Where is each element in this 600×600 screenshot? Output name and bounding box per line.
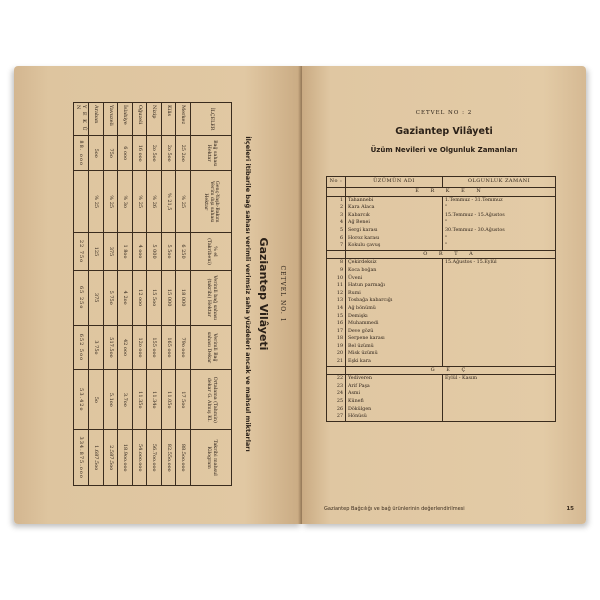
ripening-time — [443, 275, 556, 283]
grape-row — [327, 267, 556, 275]
table-cell: 6 250 — [176, 233, 191, 270]
ripening-time: " — [443, 235, 556, 243]
ripening-time: 15.Ağustos - 15.Eylül — [443, 259, 556, 267]
grape-name: Bel üzümü — [346, 343, 443, 351]
table-cell: 75o — [104, 136, 119, 171]
table-cell: 88. ooo — [74, 136, 89, 171]
table-cell: % 3o — [118, 171, 133, 233]
header-no: No : — [327, 177, 346, 188]
district-cell: Merkez — [176, 103, 191, 136]
ripening-time — [443, 398, 556, 406]
grape-row — [327, 350, 556, 358]
table-cell: 18 000 — [176, 270, 191, 325]
ripening-time — [443, 350, 556, 358]
table-cell: 6 ooo — [118, 136, 133, 171]
grape-name: Misk üzümü — [346, 350, 443, 358]
ripening-time — [443, 282, 556, 290]
grape-row — [327, 390, 556, 398]
grape-row — [327, 305, 556, 313]
header-cell: Verimli bağ sahası (takribi) Hektar — [191, 270, 232, 325]
table-cell: 15 000 — [162, 270, 177, 325]
grape-name: Hatun parmağı — [346, 282, 443, 290]
grape-name: Deve gözü — [346, 328, 443, 336]
row-number: 23 — [327, 383, 346, 391]
grape-name: Sergi karası — [346, 227, 443, 235]
table-cell: 3 75o — [89, 325, 104, 370]
district-cell: İslahiye — [118, 103, 133, 136]
grape-row — [327, 375, 556, 383]
header-grape-name: ÜZÜMÜN ADI — [346, 177, 443, 188]
grape-name: Tahannebi — [346, 196, 443, 204]
table-cell: 12 ooo — [133, 270, 148, 325]
grape-row — [327, 259, 556, 267]
grape-name: Asmi — [346, 390, 443, 398]
row-number: 24 — [327, 390, 346, 398]
table-row — [147, 103, 162, 486]
row-number: 17 — [327, 328, 346, 336]
district-cell: Oğuzeli — [133, 103, 148, 136]
ripening-time — [443, 320, 556, 328]
grape-name: Rumi — [346, 290, 443, 298]
table-row — [133, 103, 148, 486]
table-cell: 2.587.5oo — [104, 430, 119, 486]
table-cell: 79o ooo — [176, 325, 191, 370]
ripening-time — [443, 313, 556, 321]
row-number: 10 — [327, 275, 346, 283]
row-number: 27 — [327, 413, 346, 421]
table-cell: 54.ooo.ooo — [133, 430, 148, 486]
grape-name: Serpene karası — [346, 335, 443, 343]
table-number: CETVEL NO : 2 — [415, 110, 473, 116]
ripening-time — [443, 328, 556, 336]
table-cell: % 25 — [176, 171, 191, 233]
grape-row — [327, 227, 556, 235]
grape-row — [327, 212, 556, 220]
ripening-time — [443, 267, 556, 275]
ripening-time — [443, 297, 556, 305]
table-cell: 5.1oo — [104, 370, 119, 430]
grape-row — [327, 242, 556, 250]
grape-name: Ağ Benei — [346, 219, 443, 227]
table-row — [104, 103, 119, 486]
grape-name: Eşki kara — [346, 358, 443, 366]
grape-name: Yediveren — [346, 375, 443, 383]
page-footer: Gaziantep Bağcılığı ve bağ ürünlerinin değerlendirilmesi — [324, 506, 465, 512]
vineyard-area-table — [74, 102, 233, 486]
table-cell: % 25 — [104, 171, 119, 233]
ripening-time — [443, 413, 556, 421]
grape-row — [327, 320, 556, 328]
district-cell: Nizip — [147, 103, 162, 136]
table-subtitle: Üzüm Nevileri ve Olgunluk Zamanları — [370, 146, 518, 154]
table-cell: % 21,5 — [162, 171, 177, 233]
total-row — [74, 103, 89, 486]
grape-row — [327, 413, 556, 421]
grape-name: Tosbağa kabarcığı — [346, 297, 443, 305]
table-number: CETVEL NO. 1 — [279, 265, 286, 323]
grape-name: Künefi — [346, 398, 443, 406]
grape-name: Üveni — [346, 275, 443, 283]
grape-name: Dökülgen — [346, 406, 443, 414]
table-row — [89, 103, 104, 486]
ripening-time: " — [443, 204, 556, 212]
table-subtitle: İlçeleri itibarile bağ sahası verimli verimsiz saha yüzdeleri ancak ve mahsul miktarları — [244, 136, 252, 452]
section-erken — [327, 188, 556, 197]
row-number: 19 — [327, 343, 346, 351]
row-number: 13 — [327, 297, 346, 305]
row-number: 18 — [327, 335, 346, 343]
table-cell: 17 5oo — [176, 370, 191, 430]
grape-name: Hönüsü — [346, 413, 443, 421]
table-cell: 165 ooo — [162, 325, 177, 370]
header-cell: İLÇELER — [191, 103, 232, 136]
ripening-time: 15.Temmuz - 15.Ağustos — [443, 212, 556, 220]
section-spacer — [327, 188, 346, 197]
table-cell: 4 2oo — [118, 270, 133, 325]
row-number: 12 — [327, 290, 346, 298]
table-cell: 1.687.5oo — [89, 430, 104, 486]
section-label: E R K E N — [346, 188, 556, 197]
grape-row — [327, 406, 556, 414]
table-cell: 88.5oo.ooo — [176, 430, 191, 486]
row-number: 3 — [327, 212, 346, 220]
ripening-time: 1.Temmuz - 31.Temmuz — [443, 196, 556, 204]
section-gec — [327, 366, 556, 375]
section-spacer — [327, 366, 346, 375]
header-cell: Ortalama (Tahmin) dekar G. Almış Kl. — [191, 370, 232, 430]
table-cell — [74, 171, 89, 233]
ripening-time — [443, 383, 556, 391]
table-cell: 1 8oo — [118, 233, 133, 270]
grape-row — [327, 297, 556, 305]
table-row — [176, 103, 191, 486]
grape-name: Ağ bönümü — [346, 305, 443, 313]
grape-name: Muhammedi — [346, 320, 443, 328]
grape-row — [327, 219, 556, 227]
table-cell: 42 ooo — [118, 325, 133, 370]
ripening-time — [443, 290, 556, 298]
header-cell: Bağ sahası Hektar — [191, 136, 232, 171]
section-label: G E Ç — [346, 366, 556, 375]
row-number: 25 — [327, 398, 346, 406]
ripening-time — [443, 390, 556, 398]
row-number: 6 — [327, 235, 346, 243]
table-cell: 155 ooo — [147, 325, 162, 370]
grape-row — [327, 398, 556, 406]
district-cell: Y E K Û N — [74, 103, 89, 136]
table-cell: 16 ooo — [133, 136, 148, 171]
ripening-time: " — [443, 219, 556, 227]
table-cell: 65 25o — [74, 270, 89, 325]
ripening-time — [443, 335, 556, 343]
ripening-time — [443, 406, 556, 414]
table-cell: 375 — [89, 270, 104, 325]
grape-name: Arif Paşa — [346, 383, 443, 391]
table-cell: 5 5oo — [162, 233, 177, 270]
grape-row — [327, 328, 556, 336]
table-cell: 11.34o — [147, 370, 162, 430]
grape-name: Demişkı — [346, 313, 443, 321]
grape-row — [327, 275, 556, 283]
table-cell: 53.42o — [74, 370, 89, 430]
grape-name: Çekirdeksiz — [346, 259, 443, 267]
row-number: 2 — [327, 204, 346, 212]
grape-row — [327, 335, 556, 343]
table-cell: 652 5oo — [74, 325, 89, 370]
header-cell: % el (Takribeni) — [191, 233, 232, 270]
row-number: 1 — [327, 196, 346, 204]
table-row — [162, 103, 177, 486]
grape-name: Koca boğan — [346, 267, 443, 275]
row-number: 15 — [327, 313, 346, 321]
right-page — [302, 66, 586, 524]
row-number: 20 — [327, 350, 346, 358]
grape-name: Kokulu çavuş — [346, 242, 443, 250]
grape-row — [327, 290, 556, 298]
table-title: Gaziantep Vilâyeti — [395, 126, 493, 137]
ripening-time — [443, 305, 556, 313]
row-number: 22 — [327, 375, 346, 383]
table-row — [118, 103, 133, 486]
grape-row — [327, 383, 556, 391]
header-row — [191, 103, 232, 486]
section-spacer — [327, 250, 346, 259]
ripening-time: " — [443, 242, 556, 250]
section-label: O R T A — [346, 250, 556, 259]
row-number: 7 — [327, 242, 346, 250]
header-cell: Takribi mahsul Kilogram — [191, 430, 232, 486]
header-ripening-time: OLGUNLUK ZAMANI — [443, 177, 556, 188]
grape-varieties-table — [326, 176, 556, 422]
row-number: 16 — [327, 320, 346, 328]
table-cell: 3.7oo — [118, 370, 133, 430]
ripening-time — [443, 343, 556, 351]
table-cell: 11.05o — [162, 370, 177, 430]
table-cell: 12o ooo — [133, 325, 148, 370]
row-number: 11 — [327, 282, 346, 290]
table-cell: 5o — [89, 370, 104, 430]
table-cell: 11.35o — [133, 370, 148, 430]
table-cell: 15 5oo — [147, 270, 162, 325]
table-cell: 18.9oo.ooo — [118, 430, 133, 486]
row-number: 9 — [327, 267, 346, 275]
grape-name: Kabarcık — [346, 212, 443, 220]
table-cell: 22 75o — [74, 233, 89, 270]
table-cell: 334.875.ooo — [74, 430, 89, 486]
table-cell: 2o 5oo — [162, 136, 177, 171]
header-cell: Verimli Bağ sahası Dekar — [191, 325, 232, 370]
table-cell: 5 000 — [147, 233, 162, 270]
table-cell: 517.5oo — [104, 325, 119, 370]
row-number: 5 — [327, 227, 346, 235]
rotated-table-block — [34, 84, 292, 504]
grape-name: Kara Alaca — [346, 204, 443, 212]
grape-row — [327, 343, 556, 351]
district-cell: Araban — [89, 103, 104, 136]
table-cell: % 26 — [147, 171, 162, 233]
grape-row — [327, 196, 556, 204]
table-cell: 5oo — [89, 136, 104, 171]
table-title: Gaziantep Vilâyeti — [257, 237, 270, 351]
grape-row — [327, 282, 556, 290]
row-number: 8 — [327, 259, 346, 267]
ripening-time: 30.Temmuz - 30.Ağustos — [443, 227, 556, 235]
district-cell: Kilis — [162, 103, 177, 136]
header-cell: Genç-Yaşlı-Bakım Verim dışı sahası Hektar — [191, 171, 232, 233]
ripening-time: Eylül - Kasım — [443, 375, 556, 383]
left-page — [14, 66, 302, 524]
ripening-time — [443, 358, 556, 366]
table-cell: 25 2oo — [176, 136, 191, 171]
section-orta — [327, 250, 556, 259]
row-number: 4 — [327, 219, 346, 227]
row-number: 21 — [327, 358, 346, 366]
table-cell: 2o 5oo — [147, 136, 162, 171]
table-cell: 125 — [89, 233, 104, 270]
grape-row — [327, 358, 556, 366]
row-number: 26 — [327, 406, 346, 414]
table-cell: % 25 — [133, 171, 148, 233]
grape-name: Horoz karası — [346, 235, 443, 243]
table-cell: % 25 — [89, 171, 104, 233]
table-cell: 5 75o — [104, 270, 119, 325]
header-row — [327, 177, 556, 188]
table-cell: 56.7oo.ooo — [147, 430, 162, 486]
open-book — [14, 66, 586, 524]
row-number: 14 — [327, 305, 346, 313]
table-cell: 4 ooo — [133, 233, 148, 270]
grape-row — [327, 313, 556, 321]
page-number: 15 — [566, 506, 574, 512]
grape-row — [327, 204, 556, 212]
table-cell: 375 — [104, 233, 119, 270]
grape-row — [327, 235, 556, 243]
table-cell: 82.55o.ooo — [162, 430, 177, 486]
district-cell: Yavuzeli — [104, 103, 119, 136]
